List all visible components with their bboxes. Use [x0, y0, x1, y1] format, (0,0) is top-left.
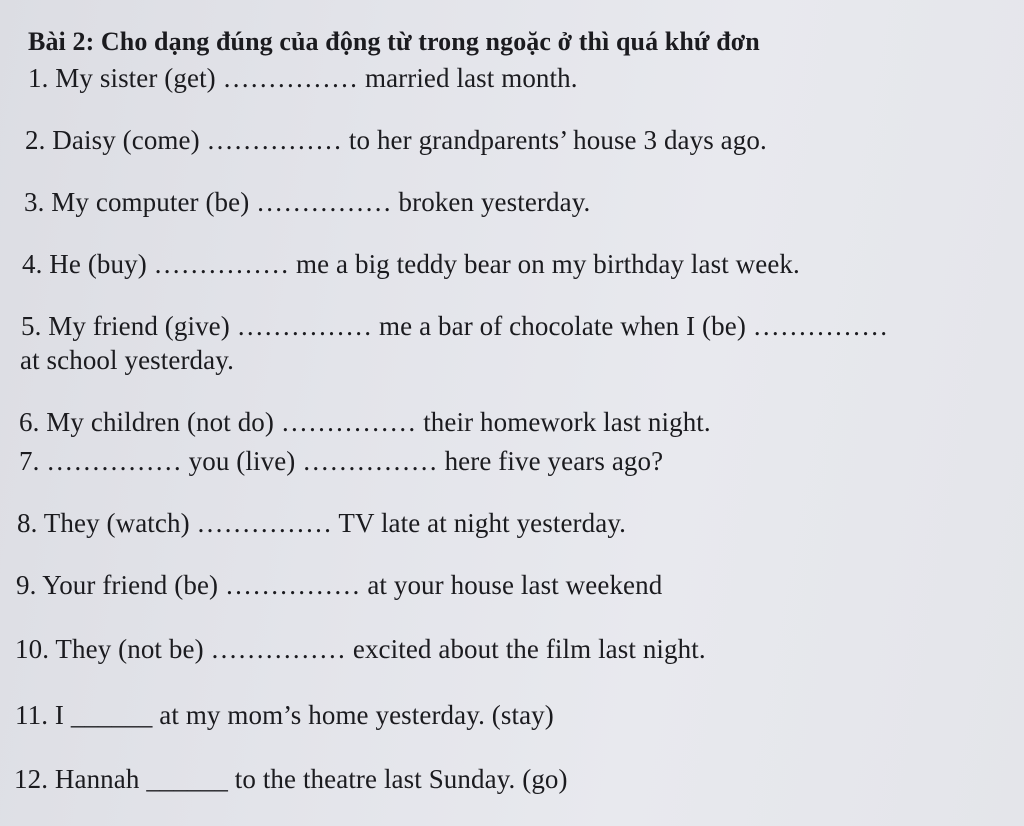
exercise-item-4: 4. He (buy) …………… me a big teddy bear on my birthday last week. — [22, 249, 800, 279]
exercise-title: Bài 2: Cho dạng đúng của động từ trong ngoặc ở thì quá khứ đơn — [28, 27, 760, 56]
exercise-item-10: 10. They (not be) …………… excited about the film last night. — [15, 634, 706, 664]
exercise-item-5: 5. My friend (give) …………… me a bar of chocolate when I (be) …………… — [21, 311, 889, 341]
exercise-item-1: 1. My sister (get) …………… married last month. — [28, 63, 578, 93]
exercise-item-6: 6. My children (not do) …………… their homework last night. — [19, 407, 711, 437]
exercise-item-7: 7. …………… you (live) …………… here five years ago? — [19, 446, 664, 476]
exercise-item-8: 8. They (watch) …………… TV late at night yesterday. — [17, 508, 627, 538]
exercise-item-3: 3. My computer (be) …………… broken yesterday. — [24, 187, 591, 217]
exercise-item-12: 12. Hannah ______ to the theatre last Sunday. (go) — [14, 764, 568, 794]
exercise-item-2: 2. Daisy (come) …………… to her grandparents’ house 3 days ago. — [25, 125, 767, 155]
exercise-item-5-continued: at school yesterday. — [20, 345, 234, 375]
exercise-item-9: 9. Your friend (be) …………… at your house last weekend — [16, 570, 663, 600]
exercise-item-11: 11. I ______ at my mom’s home yesterday. (stay) — [15, 700, 554, 730]
